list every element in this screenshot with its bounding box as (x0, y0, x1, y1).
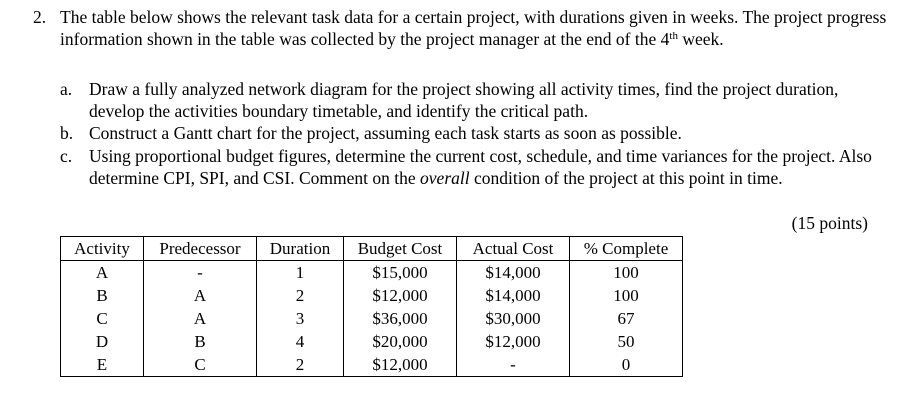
cell-activity: B (61, 284, 144, 307)
cell-percent-complete: 100 (570, 284, 683, 307)
table-row (61, 330, 683, 353)
cell-percent-complete: 100 (570, 261, 683, 285)
cell-percent-complete: 67 (570, 307, 683, 330)
cell-predecessor: - (144, 261, 257, 285)
cell-budget-cost: $15,000 (344, 261, 457, 285)
header-predecessor: Predecessor (144, 237, 257, 261)
cell-percent-complete: 0 (570, 353, 683, 377)
task-data-table (60, 236, 683, 377)
part-c-text-before: Using proportional budget figures, determine the current cost, schedule, and time variances for the project. Also determine CPI, SPI, and CSI. Comment on the (89, 146, 872, 188)
cell-duration: 2 (257, 284, 344, 307)
header-duration: Duration (257, 237, 344, 261)
part-b-text: Construct a Gantt chart for the project, assuming each task starts as soon as possible. (89, 123, 682, 143)
cell-budget-cost: $12,000 (344, 284, 457, 307)
cell-duration: 4 (257, 330, 344, 353)
cell-actual-cost: $14,000 (457, 261, 570, 285)
intro-text-1: The table below shows the relevant task data for a certain project, with durations given in weeks. The project progress information shown in the table was collected by the project manager at the end of the 4 (60, 7, 887, 49)
header-activity: Activity (61, 237, 144, 261)
cell-actual-cost: $30,000 (457, 307, 570, 330)
cell-duration: 2 (257, 353, 344, 377)
cell-actual-cost: - (457, 353, 570, 377)
cell-budget-cost: $12,000 (344, 353, 457, 377)
cell-activity: E (61, 353, 144, 377)
part-b-letter: b. (60, 123, 74, 143)
cell-budget-cost: $36,000 (344, 307, 457, 330)
question-intro (60, 6, 890, 50)
cell-activity: A (61, 261, 144, 285)
intro-text-2: week. (677, 29, 724, 49)
part-c-emphasis: overall (420, 168, 470, 188)
cell-percent-complete: 50 (570, 330, 683, 353)
cell-predecessor: A (144, 284, 257, 307)
table-row (61, 307, 683, 330)
cell-actual-cost: $14,000 (457, 284, 570, 307)
cell-duration: 1 (257, 261, 344, 285)
cell-predecessor: A (144, 307, 257, 330)
table-header-row (61, 237, 683, 261)
cell-predecessor: C (144, 353, 257, 377)
points-label: (15 points) (791, 213, 868, 233)
part-c-text (89, 145, 889, 189)
cell-budget-cost: $20,000 (344, 330, 457, 353)
cell-duration: 3 (257, 307, 344, 330)
table-row (61, 353, 683, 377)
cell-predecessor: B (144, 330, 257, 353)
table-row (61, 261, 683, 285)
cell-activity: C (61, 307, 144, 330)
part-a-text: Draw a fully analyzed network diagram for the project showing all activity times, find the project duration, develop the activities boundary timetable, and identify the critical path. (89, 79, 839, 121)
part-c-letter: c. (60, 146, 73, 166)
question-number: 2. (33, 7, 47, 27)
intro-superscript: th (669, 30, 678, 42)
cell-actual-cost: $12,000 (457, 330, 570, 353)
header-percent-complete: % Complete (570, 237, 683, 261)
cell-activity: D (61, 330, 144, 353)
header-budget-cost: Budget Cost (344, 237, 457, 261)
part-a-letter: a. (60, 79, 73, 99)
header-actual-cost: Actual Cost (457, 237, 570, 261)
table-row (61, 284, 683, 307)
part-c-text-after: condition of the project at this point in time. (469, 168, 783, 188)
